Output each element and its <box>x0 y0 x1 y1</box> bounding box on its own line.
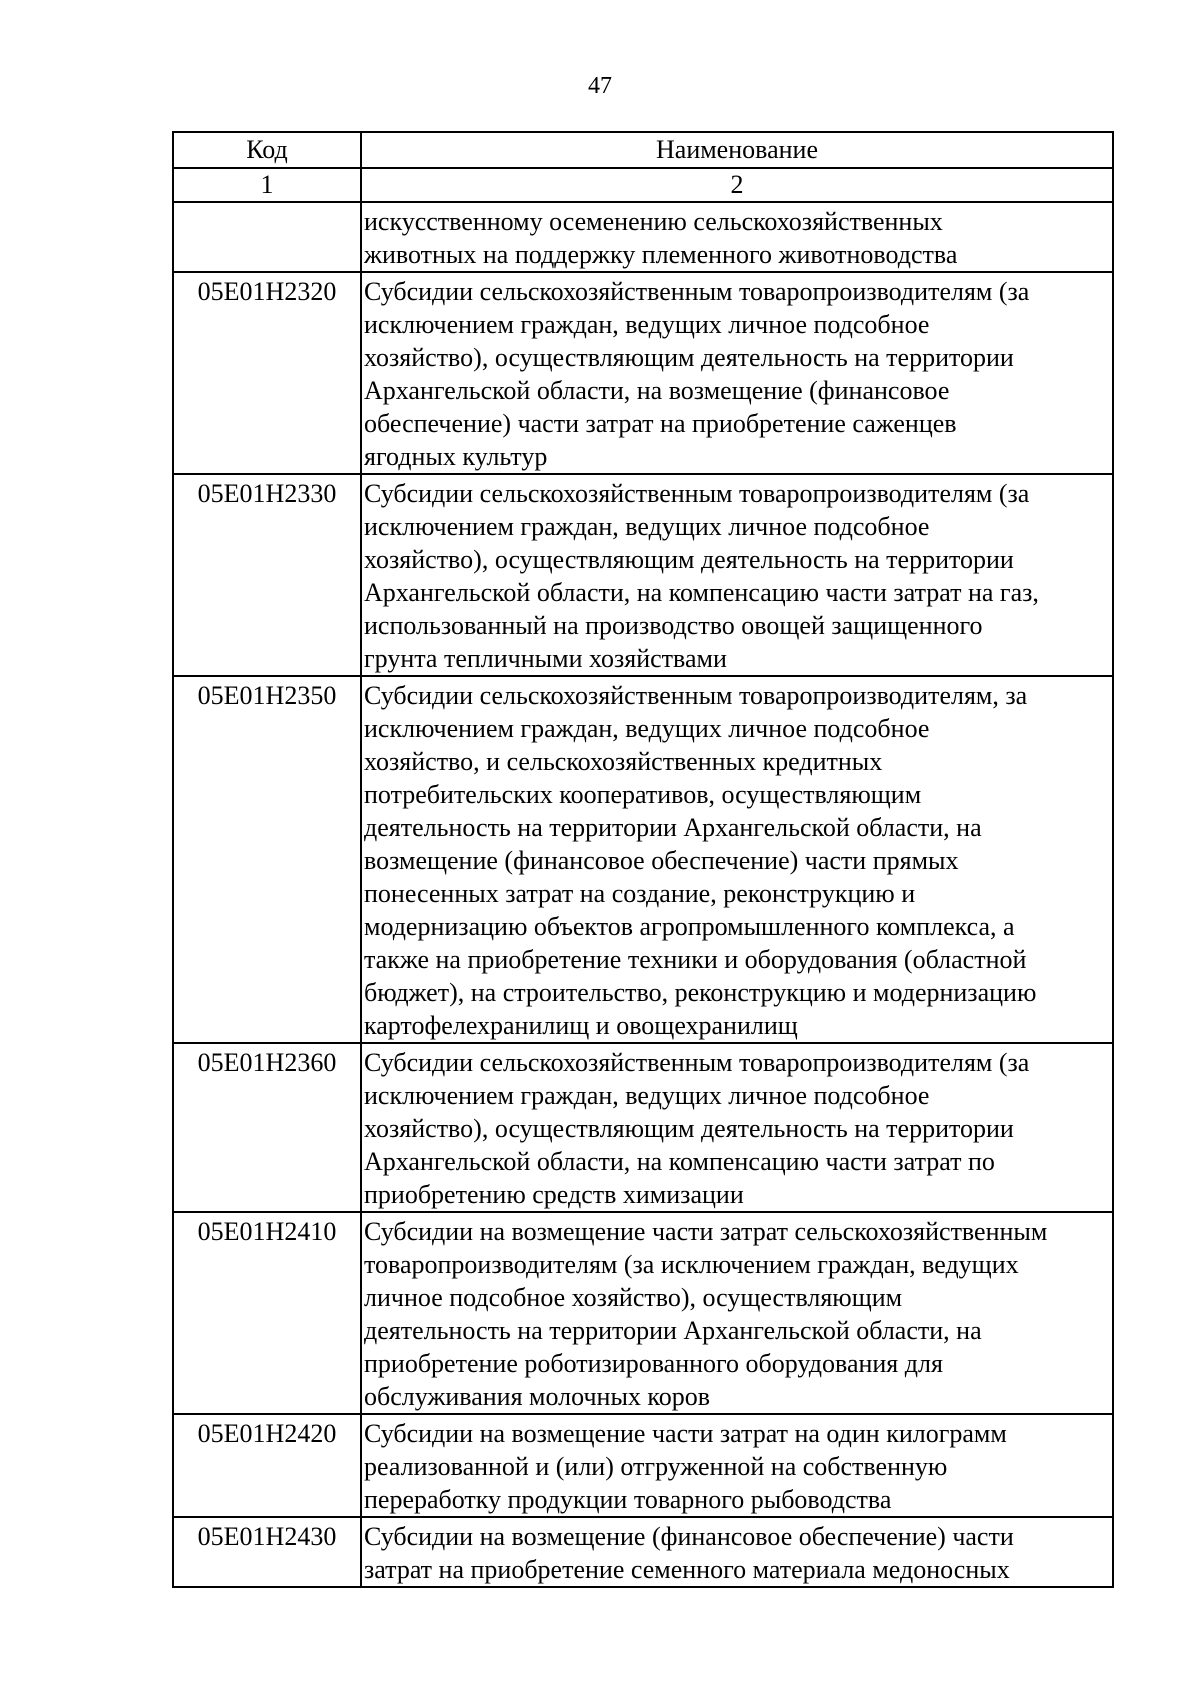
column-number-2: 2 <box>361 168 1113 202</box>
header-code: Код <box>173 132 361 168</box>
row-name-line: животных на поддержку племенного животноводства <box>364 240 958 269</box>
column-number-row <box>173 168 1113 202</box>
row-code: 05Е01Н2320 <box>173 272 361 474</box>
budget-codes-table <box>172 131 1114 1588</box>
table-row <box>173 1212 1113 1414</box>
row-name-line: деятельность на территории Архангельской области, на <box>364 813 982 842</box>
row-code <box>173 202 361 272</box>
row-name-line: бюджет), на строительство, реконструкцию и модернизацию <box>364 978 1037 1007</box>
row-name-line: исключением граждан, ведущих личное подсобное <box>364 512 930 541</box>
row-code: 05Е01Н2410 <box>173 1212 361 1414</box>
row-name-line: хозяйство), осуществляющим деятельность на территории <box>364 1114 1014 1143</box>
row-name-line: хозяйство), осуществляющим деятельность на территории <box>364 545 1014 574</box>
row-name <box>361 202 1113 272</box>
row-name-line: исключением граждан, ведущих личное подсобное <box>364 714 930 743</box>
row-name-line: переработку продукции товарного рыбоводства <box>364 1485 892 1514</box>
row-name-line: Субсидии на возмещение части затрат на один килограмм <box>364 1419 1007 1448</box>
row-name-line: товаропроизводителям (за исключением граждан, ведущих <box>364 1250 1019 1279</box>
row-name-line: также на приобретение техники и оборудования (областной <box>364 945 1027 974</box>
row-name-line: Архангельской области, на возмещение (финансовое <box>364 376 950 405</box>
row-code: 05Е01Н2420 <box>173 1414 361 1517</box>
row-name <box>361 1517 1113 1587</box>
row-name-line: личное подсобное хозяйство), осуществляющим <box>364 1283 903 1312</box>
table-row <box>173 1043 1113 1212</box>
row-code: 05Е01Н2330 <box>173 474 361 676</box>
row-name-line: Архангельской области, на компенсацию части затрат на газ, <box>364 578 1039 607</box>
row-name-line: искусственному осеменению сельскохозяйственных <box>364 207 943 236</box>
row-name-line: затрат на приобретение семенного материала медоносных <box>364 1555 1010 1584</box>
table-body <box>173 202 1113 1587</box>
row-name <box>361 1212 1113 1414</box>
row-name-line: Субсидии сельскохозяйственным товаропроизводителям (за <box>364 1048 1030 1077</box>
row-name-line: картофелехранилищ и овощехранилищ <box>364 1011 798 1040</box>
row-name <box>361 272 1113 474</box>
table-header-row <box>173 132 1113 168</box>
row-name-line: исключением граждан, ведущих личное подсобное <box>364 1081 930 1110</box>
row-name-line: понесенных затрат на создание, реконструкцию и <box>364 879 916 908</box>
row-name-line: модернизацию объектов агропромышленного комплекса, а <box>364 912 1015 941</box>
row-name-line: Субсидии сельскохозяйственным товаропроизводителям (за <box>364 277 1030 306</box>
row-name-line: хозяйство, и сельскохозяйственных кредитных <box>364 747 883 776</box>
row-name-line: возмещение (финансовое обеспечение) части прямых <box>364 846 959 875</box>
row-name-line: Субсидии сельскохозяйственным товаропроизводителям, за <box>364 681 1028 710</box>
row-name-line: ягодных культур <box>364 442 548 471</box>
row-name-line: потребительских кооперативов, осуществляющим <box>364 780 922 809</box>
row-code: 05Е01Н2350 <box>173 676 361 1043</box>
row-name-line: хозяйство), осуществляющим деятельность на территории <box>364 343 1014 372</box>
row-code: 05Е01Н2430 <box>173 1517 361 1587</box>
row-name-line: Субсидии сельскохозяйственным товаропроизводителям (за <box>364 479 1030 508</box>
row-name-line: обслуживания молочных коров <box>364 1382 710 1411</box>
row-name <box>361 676 1113 1043</box>
row-name <box>361 1043 1113 1212</box>
header-name: Наименование <box>361 132 1113 168</box>
row-name-line: приобретение роботизированного оборудования для <box>364 1349 943 1378</box>
column-number-1: 1 <box>173 168 361 202</box>
row-code: 05Е01Н2360 <box>173 1043 361 1212</box>
table-row <box>173 1414 1113 1517</box>
row-name-line: исключением граждан, ведущих личное подсобное <box>364 310 930 339</box>
row-name-line: грунта тепличными хозяйствами <box>364 644 727 673</box>
row-name-line: использованный на производство овощей защищенного <box>364 611 983 640</box>
row-name <box>361 1414 1113 1517</box>
table-row <box>173 1517 1113 1587</box>
row-name-line: Субсидии на возмещение части затрат сельскохозяйственным <box>364 1217 1048 1246</box>
row-name-line: приобретению средств химизации <box>364 1180 744 1209</box>
table-row <box>173 202 1113 272</box>
row-name-line: Субсидии на возмещение (финансовое обеспечение) части <box>364 1522 1014 1551</box>
row-name-line: деятельность на территории Архангельской области, на <box>364 1316 982 1345</box>
row-name <box>361 474 1113 676</box>
page-number: 47 <box>588 73 612 99</box>
table-row <box>173 474 1113 676</box>
table-row <box>173 272 1113 474</box>
row-name-line: Архангельской области, на компенсацию части затрат по <box>364 1147 995 1176</box>
row-name-line: обеспечение) части затрат на приобретение саженцев <box>364 409 957 438</box>
row-name-line: реализованной и (или) отгруженной на собственную <box>364 1452 948 1481</box>
table-row <box>173 676 1113 1043</box>
